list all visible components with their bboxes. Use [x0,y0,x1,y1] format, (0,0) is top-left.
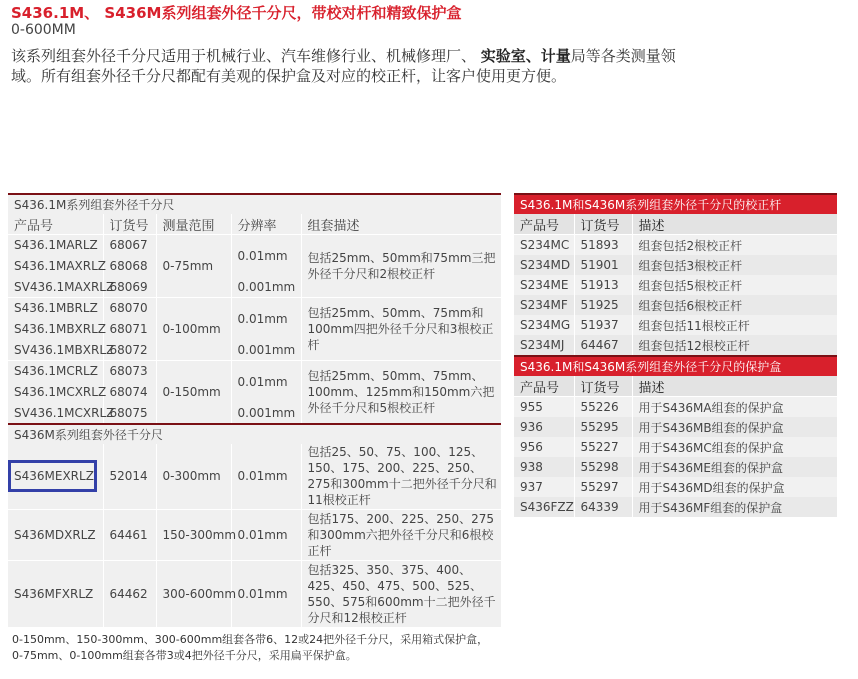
table-row [514,457,837,477]
table-row [8,510,501,561]
table-row [8,235,501,256]
intro-text: 该系列组套外径千分尺适用于机械行业、汽车维修行业、机械修理厂、 [11,47,481,65]
resolution: 0.001mm [231,340,301,361]
product-number: SV436.1MBXRLZ [8,340,103,361]
resolution: 0.01mm [231,298,301,340]
order-number: 55298 [574,457,632,477]
col-header-order: 订货号 [574,376,632,397]
item-description: 组套包括3根校正杆 [632,255,837,275]
product-number: 938 [514,457,574,477]
product-number: 937 [514,477,574,497]
resolution: 0.01mm [231,361,301,403]
product-number: SV436.1MCXRLZ [8,403,103,424]
order-number: 64339 [574,497,632,517]
order-number: 52014 [103,444,156,510]
measuring-range: 0-300mm [156,444,231,510]
table-caption [514,194,837,214]
product-number: S436.1MCRLZ [8,361,103,382]
order-number: 51913 [574,275,632,295]
col-header-product: 产品号 [514,214,574,235]
table-row [514,497,837,517]
order-number: 55297 [574,477,632,497]
set-description: 包括25mm、50mm、75mm和100mm四把外径千分尺和3根校正杆 [301,298,501,361]
item-description: 组套包括5根校正杆 [632,275,837,295]
intro-text-end: 局等各类测量领域。所有组套外径千分尺都配有美观的保护盒及对应的校正杆，让客户使用更方便。 [11,47,676,85]
product-number-text: S436MDXRLZ [14,528,96,542]
order-number: 64467 [574,335,632,356]
product-number: S436.1MARLZ [8,235,103,256]
resolution: 0.01mm [231,561,301,627]
table-header-row [8,214,501,235]
caption-s4361m: S436.1M系列组套外径千分尺 [8,194,501,214]
col-header-description: 组套描述 [301,214,501,235]
order-number: 51893 [574,235,632,256]
item-description: 用于S436ME组套的保护盒 [632,457,837,477]
measuring-range: 300-600mm [156,561,231,627]
col-header-order: 订货号 [103,214,156,235]
measuring-range: 150-300mm [156,510,231,561]
page-subtitle: 0-600MM [11,22,76,38]
item-description: 用于S436MB组套的保护盒 [632,417,837,437]
order-number: 51937 [574,315,632,335]
item-description: 组套包括11根校正杆 [632,315,837,335]
footnote-line-2: 0-75mm、0-100mm组套各带3或4把外径千分尺，采用扁平保护盒。 [12,649,357,662]
caption-s436m: S436M系列组套外径千分尺 [8,424,501,444]
order-number: 68073 [103,361,156,382]
accessories-table [514,193,837,517]
footnote [12,632,502,664]
micrometer-sets-table [8,193,501,627]
set-description: 包括25mm、50mm和75mm三把外径千分尺和2根校正杆 [301,235,501,298]
intro-strong-text: 实验室、计量 [480,47,571,65]
table-row [514,437,837,457]
table-row [8,361,501,382]
table-header-row [514,214,837,235]
resolution: 0.001mm [231,403,301,424]
product-number: S234MF [514,295,574,315]
product-number: S234MJ [514,335,574,356]
order-number: 64461 [103,510,156,561]
order-number: 68070 [103,298,156,319]
order-number: 55226 [574,397,632,418]
item-description: 组套包括12根校正杆 [632,335,837,356]
order-number: 64462 [103,561,156,627]
table-row [514,315,837,335]
table-row [514,477,837,497]
item-description: 用于S436MC组套的保护盒 [632,437,837,457]
product-number [8,561,103,627]
set-description: 包括175、200、225、250、275和300mm六把外径千分尺和6根校正杆 [301,510,501,561]
col-header-description: 描述 [632,214,837,235]
table-row [514,417,837,437]
col-header-description: 描述 [632,376,837,397]
caption-cases: S436.1M和S436M系列组套外径千分尺的保护盒 [514,356,837,376]
product-number: 936 [514,417,574,437]
table-row [514,235,837,256]
table-row [514,397,837,418]
resolution: 0.001mm [231,277,301,298]
item-description: 用于S436MA组套的保护盒 [632,397,837,418]
set-description: 包括25mm、50mm、75mm、100mm、125mm和150mm六把外径千分尺和5根校正杆 [301,361,501,424]
table-header-row [514,376,837,397]
table-row [514,295,837,315]
order-number: 68074 [103,382,156,403]
measuring-range: 0-150mm [156,361,231,424]
item-description: 用于S436MF组套的保护盒 [632,497,837,517]
col-header-product: 产品号 [514,376,574,397]
order-number: 68069 [103,277,156,298]
item-description: 组套包括2根校正杆 [632,235,837,256]
order-number: 51925 [574,295,632,315]
table-row [514,275,837,295]
resolution: 0.01mm [231,235,301,277]
product-number: SV436.1MAXRLZ [8,277,103,298]
table-row [8,298,501,319]
order-number: 68067 [103,235,156,256]
order-number: 68068 [103,256,156,277]
product-number: 955 [514,397,574,418]
product-number: S234MC [514,235,574,256]
product-number-text: S436MEXRLZ [14,469,94,484]
product-number: S234MD [514,255,574,275]
col-header-range: 测量范围 [156,214,231,235]
resolution: 0.01mm [231,444,301,510]
product-number: S436.1MBRLZ [8,298,103,319]
product-number [8,510,103,561]
product-number: S234MG [514,315,574,335]
caption-setting-rods: S436.1M和S436M系列组套外径千分尺的校正杆 [514,194,837,214]
product-number: S436.1MAXRLZ [8,256,103,277]
col-header-resolution: 分辨率 [231,214,301,235]
order-number: 55295 [574,417,632,437]
selected-cell-highlight[interactable] [9,461,96,491]
order-number: 68072 [103,340,156,361]
order-number: 55227 [574,437,632,457]
product-number: S436.1MCXRLZ [8,382,103,403]
order-number: 68075 [103,403,156,424]
intro-paragraph [11,46,681,86]
resolution: 0.01mm [231,510,301,561]
table-caption [8,424,501,444]
product-number-text: S436MFXRLZ [14,586,94,601]
table-row [514,255,837,275]
order-number: 68071 [103,319,156,340]
set-description: 包括25、50、75、100、125、150、175、200、225、250、275和300mm十二把外径千分尺和11根校正杆 [301,444,501,510]
page-title: S436.1M、 S436M系列组套外径千分尺，带校对杆和精致保护盒 [11,4,462,22]
product-number: S436.1MBXRLZ [8,319,103,340]
col-header-product: 产品号 [8,214,103,235]
order-number: 51901 [574,255,632,275]
measuring-range: 0-100mm [156,298,231,361]
footnote-line-1: 0-150mm、150-300mm、300-600mm组套各带6、12或24把外径千分尺，采用箱式保护盒， [12,633,489,646]
measuring-range: 0-75mm [156,235,231,298]
product-number: 956 [514,437,574,457]
table-caption [514,356,837,376]
item-description: 用于S436MD组套的保护盒 [632,477,837,497]
table-caption [8,194,501,214]
table-row [514,335,837,356]
product-number[interactable] [8,444,103,510]
set-description: 包括325、350、375、400、425、450、475、500、525、550、575和600mm十二把外径千分尺和12根校正杆 [301,561,501,627]
table-row [8,444,501,510]
item-description: 组套包括6根校正杆 [632,295,837,315]
col-header-order: 订货号 [574,214,632,235]
table-row [8,561,501,627]
product-number: S234ME [514,275,574,295]
product-number: S436FZZ [514,497,574,517]
